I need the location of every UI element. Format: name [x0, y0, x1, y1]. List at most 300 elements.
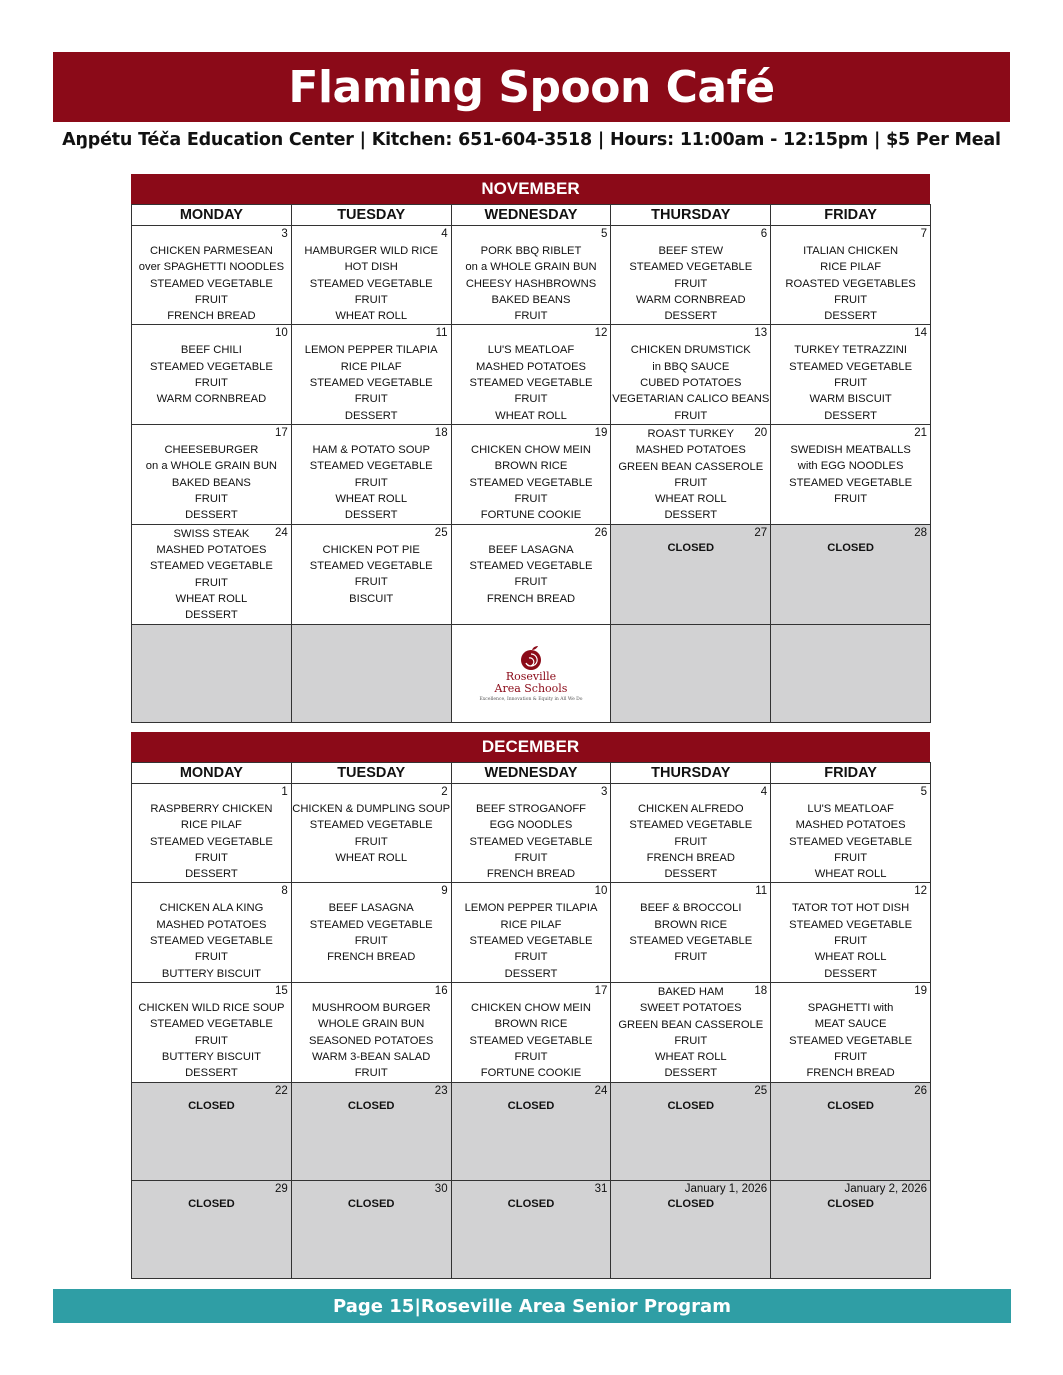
meal-item: DESSERT — [344, 509, 398, 522]
meal-list — [292, 883, 451, 965]
day-cell — [611, 1180, 771, 1278]
meal-item: FORTUNE COOKIE — [480, 509, 582, 522]
meal-item: FRUIT — [354, 476, 388, 489]
meal-item: BROWN RICE — [494, 460, 568, 473]
week-row — [132, 883, 931, 982]
meal-list — [452, 325, 611, 423]
day-number: 15 — [275, 984, 288, 997]
weekday-header: TUESDAY — [291, 763, 451, 784]
meal-item: STEAMED VEGETABLE — [149, 1018, 273, 1031]
meal-item: WHEAT ROLL — [175, 592, 248, 605]
meal-item: MASHED POTATOES — [795, 819, 906, 832]
meal-item: RASPBERRY CHICKEN — [150, 803, 273, 815]
closed-label: CLOSED — [188, 1099, 235, 1112]
week-row — [132, 524, 931, 624]
meal-list — [771, 784, 930, 882]
day-cell — [291, 784, 451, 883]
weekday-header: WEDNESDAY — [451, 763, 611, 784]
day-cell — [771, 883, 931, 982]
day-number: 26 — [594, 526, 608, 539]
meal-item: WHEAT ROLL — [495, 409, 567, 422]
meal-item: SWISS STEAK — [173, 527, 250, 540]
day-cell — [611, 524, 771, 624]
meal-item: CHEESY HASHBROWNS — [465, 277, 597, 290]
meal-item: RICE PILAF — [340, 360, 402, 373]
meal-item: FRUIT — [834, 293, 868, 306]
day-cell — [132, 883, 292, 982]
meal-item: RICE PILAF — [500, 918, 562, 931]
calendar-grid — [131, 762, 931, 1279]
day-number: 18 — [434, 426, 448, 439]
closed-label: CLOSED — [667, 1197, 715, 1210]
meal-item: DESSERT — [504, 967, 558, 980]
meal-item: FRUIT — [834, 935, 868, 948]
meal-item: DESSERT — [185, 509, 238, 522]
meal-item: STEAMED VEGETABLE — [629, 935, 753, 948]
meal-item: FRUIT — [514, 1050, 548, 1063]
day-number: January 2, 2026 — [844, 1182, 927, 1195]
day-number: 17 — [275, 426, 288, 439]
day-number: 28 — [914, 526, 927, 539]
empty-day-cell — [132, 624, 292, 722]
meal-item: DESSERT — [824, 409, 877, 422]
meal-item: BUTTERY BISCUIT — [161, 1050, 261, 1063]
december-calendar — [131, 732, 930, 1279]
meal-list — [452, 883, 611, 981]
meal-item: BUTTERY BISCUIT — [161, 967, 261, 980]
footer-page-number: Page 15 — [333, 1295, 415, 1317]
meal-item: on a WHOLE GRAIN BUN — [465, 261, 597, 274]
meal-item: LEMON PEPPER TILAPIA — [464, 902, 598, 915]
meal-item: LEMON PEPPER TILAPIA — [304, 344, 438, 357]
meal-item: FRUIT — [514, 851, 548, 864]
meal-item: RICE PILAF — [180, 819, 242, 832]
day-cell — [291, 325, 451, 424]
meal-item: FRENCH BREAD — [327, 951, 416, 964]
meal-item: STEAMED VEGETABLE — [309, 460, 433, 473]
meal-item: CHEESEBURGER — [164, 443, 259, 456]
day-cell — [451, 1180, 611, 1278]
closed-label: CLOSED — [507, 1197, 555, 1210]
meal-item: FRUIT — [834, 851, 868, 864]
meal-item: WHOLE GRAIN BUN — [318, 1018, 425, 1031]
meal-item: FRUIT — [514, 310, 548, 323]
meal-item: STEAMED VEGETABLE — [309, 277, 433, 290]
meal-item: SWEET POTATOES — [639, 1002, 742, 1015]
meal-item: in BBQ SAUCE — [652, 360, 730, 373]
calendar-grid — [131, 204, 931, 723]
meal-item: STEAMED VEGETABLE — [149, 277, 273, 290]
meal-item: MASHED POTATOES — [635, 444, 746, 457]
meal-list — [132, 983, 291, 1081]
day-number: 26 — [914, 1084, 927, 1097]
day-cell — [771, 1180, 931, 1278]
meal-list — [132, 784, 291, 882]
meal-item: MASHED POTATOES — [475, 360, 586, 373]
day-cell — [132, 226, 292, 325]
meal-list — [132, 425, 291, 523]
empty-day-cell — [291, 624, 451, 722]
weekday-header: THURSDAY — [611, 205, 771, 226]
meal-item: STEAMED VEGETABLE — [149, 360, 273, 373]
day-number: 6 — [760, 228, 768, 240]
meal-item: on a WHOLE GRAIN BUN — [145, 460, 277, 473]
page-footer — [53, 1289, 1011, 1323]
logo-cell — [451, 624, 611, 722]
day-number: 9 — [441, 885, 448, 898]
day-number: 25 — [754, 1084, 768, 1097]
meal-list — [452, 983, 611, 1081]
meal-item: DESSERT — [344, 409, 398, 422]
meal-item: STEAMED VEGETABLE — [149, 935, 273, 948]
meal-item: WHEAT ROLL — [654, 493, 727, 506]
day-number: 27 — [754, 526, 768, 539]
closed-label: CLOSED — [347, 1197, 395, 1210]
meal-item: FRUIT — [674, 476, 708, 489]
meal-item: BAKED BEANS — [491, 293, 571, 306]
meal-item: FRENCH BREAD — [806, 1067, 895, 1080]
meal-item: STEAMED VEGETABLE — [789, 476, 913, 489]
meal-item: CHICKEN POT PIE — [322, 543, 420, 556]
meal-list — [132, 883, 291, 981]
meal-item: DESSERT — [824, 967, 877, 980]
meal-item: FRUIT — [674, 409, 708, 422]
meal-item: FRUIT — [194, 377, 228, 390]
day-cell — [611, 784, 771, 883]
day-cell — [291, 424, 451, 524]
day-cell — [132, 325, 292, 424]
meal-item: DESSERT — [824, 310, 877, 323]
meal-list — [452, 425, 611, 523]
meal-item: BEEF LASAGNA — [328, 902, 414, 915]
meal-item: STEAMED VEGETABLE — [469, 835, 593, 848]
day-number: 11 — [435, 327, 448, 340]
weekday-header: FRIDAY — [771, 205, 931, 226]
meal-item: STEAMED VEGETABLE — [629, 261, 753, 274]
meal-item: STEAMED VEGETABLE — [469, 377, 593, 390]
meal-item: STEAMED VEGETABLE — [469, 1034, 593, 1047]
day-number: 21 — [914, 426, 927, 439]
day-number: 17 — [594, 984, 608, 997]
meal-item: FRUIT — [354, 576, 388, 589]
day-cell — [451, 784, 611, 883]
meal-item: DESSERT — [664, 509, 718, 522]
day-cell — [611, 883, 771, 982]
meal-item: WHEAT ROLL — [814, 868, 887, 881]
meal-item: FRUIT — [674, 835, 708, 848]
day-cell — [132, 784, 292, 883]
closed-label: CLOSED — [667, 541, 715, 554]
meal-item: CHICKEN ALFREDO — [637, 803, 744, 815]
meal-item: STEAMED VEGETABLE — [629, 819, 753, 832]
meal-item: BEEF STEW — [658, 245, 724, 257]
day-number: 20 — [754, 426, 768, 439]
day-number: 5 — [920, 786, 927, 798]
meal-list — [292, 425, 451, 523]
closed-label: CLOSED — [827, 1099, 874, 1112]
day-number: 24 — [275, 526, 288, 539]
apple-logo-icon — [518, 645, 544, 671]
meal-item: FRENCH BREAD — [486, 592, 576, 605]
meal-item: CUBED POTATOES — [640, 377, 742, 390]
meal-item: FRUIT — [514, 576, 548, 589]
meal-item: BAKED BEANS — [171, 476, 251, 489]
meal-item: STEAMED VEGETABLE — [789, 360, 913, 373]
meal-item: FRUIT — [194, 576, 228, 589]
day-cell — [451, 982, 611, 1082]
cafe-title: Flaming Spoon Café — [288, 61, 775, 113]
empty-day-cell — [771, 624, 931, 722]
meal-list — [292, 983, 451, 1081]
meal-item: STEAMED VEGETABLE — [309, 918, 433, 931]
meal-item: CHICKEN ALA KING — [159, 902, 264, 915]
meal-item: HAM & POTATO SOUP — [312, 443, 430, 456]
meal-list — [611, 325, 770, 423]
weekday-header: MONDAY — [132, 763, 292, 784]
week-row — [132, 325, 931, 424]
meal-item: MASHED POTATOES — [156, 544, 267, 557]
meal-item: WHEAT ROLL — [335, 492, 408, 505]
meal-list — [611, 883, 770, 965]
day-number: 3 — [600, 786, 608, 798]
meal-item: WHEAT ROLL — [335, 310, 408, 323]
day-number: 22 — [275, 1084, 288, 1097]
meal-item: over SPAGHETTI NOODLES — [138, 261, 285, 274]
day-number: 24 — [594, 1084, 608, 1097]
footer-separator: | — [414, 1295, 421, 1317]
meal-list — [771, 226, 930, 324]
meal-item: STEAMED VEGETABLE — [149, 835, 273, 848]
day-cell — [771, 325, 931, 424]
meal-list — [452, 525, 611, 607]
meal-item: FRUIT — [834, 492, 868, 505]
meal-item: DESSERT — [185, 1067, 238, 1080]
day-number: 7 — [920, 228, 927, 240]
day-number: 19 — [914, 984, 927, 997]
meal-list — [452, 226, 611, 324]
meal-item: FRUIT — [354, 935, 388, 948]
day-cell — [451, 424, 611, 524]
meal-list — [611, 425, 770, 524]
day-number: 30 — [434, 1182, 448, 1195]
meal-item: STEAMED VEGETABLE — [309, 560, 433, 573]
day-number: 16 — [434, 984, 448, 997]
meal-item: BROWN RICE — [654, 918, 728, 931]
day-number: 14 — [914, 327, 927, 340]
meal-list — [611, 784, 770, 882]
meal-item: BROWN RICE — [494, 1018, 568, 1031]
meal-item: ROASTED VEGETABLES — [785, 277, 916, 290]
meal-item: FRUIT — [354, 293, 388, 306]
day-number: 31 — [594, 1182, 608, 1195]
day-number: 23 — [434, 1084, 448, 1097]
meal-item: DESSERT — [185, 609, 238, 622]
meal-item: STEAMED VEGETABLE — [789, 835, 913, 848]
meal-item: DESSERT — [664, 1067, 718, 1080]
meal-list — [292, 525, 451, 607]
day-cell — [132, 1082, 292, 1180]
meal-item: CHICKEN CHOW MEIN — [471, 443, 591, 456]
cafe-info-line: Aŋpétu Téča Education Center | Kitchen: 651-604-3518 | Hours: 11:00am - 12:15pm | $5 Per Meal — [62, 130, 1001, 150]
day-number: 12 — [914, 885, 927, 898]
meal-list — [771, 425, 930, 507]
day-number: 10 — [275, 327, 288, 340]
day-cell — [291, 1180, 451, 1278]
day-cell — [771, 424, 931, 524]
meal-item: FRENCH BREAD — [167, 310, 256, 323]
meal-item: SWEDISH MEATBALLS — [790, 443, 911, 456]
closed-label: CLOSED — [188, 1197, 235, 1210]
meal-item: FRUIT — [194, 1034, 228, 1047]
meal-item: STEAMED VEGETABLE — [469, 935, 593, 948]
logo-tagline: Excellence, Innovation & Equity in All We Do — [479, 696, 583, 702]
meal-item: STEAMED VEGETABLE — [789, 1034, 913, 1047]
meal-item: LU'S MEATLOAF — [487, 344, 575, 357]
day-number: 3 — [281, 228, 288, 240]
meal-item: RICE PILAF — [820, 261, 882, 274]
day-cell — [451, 883, 611, 982]
weekday-header: TUESDAY — [291, 205, 451, 226]
cafe-title-banner — [53, 52, 1010, 122]
meal-item: FRUIT — [194, 851, 228, 864]
meal-item: STEAMED VEGETABLE — [789, 918, 913, 931]
footer-program-name: Roseville Area Senior Program — [420, 1295, 731, 1317]
logo-name-line: Area Schools — [494, 681, 568, 695]
day-number: January 1, 2026 — [684, 1182, 768, 1195]
meal-item: FRUIT — [514, 393, 548, 406]
day-cell — [132, 1180, 292, 1278]
meal-item: BEEF STROGANOFF — [475, 803, 586, 815]
meal-item: CHICKEN CHOW MEIN — [471, 1001, 591, 1014]
month-title: DECEMBER — [131, 732, 930, 762]
day-cell — [132, 982, 292, 1082]
meal-item: GREEN BEAN CASSEROLE — [618, 1018, 764, 1031]
month-title: NOVEMBER — [131, 174, 930, 204]
meal-list — [292, 784, 451, 866]
day-cell — [771, 226, 931, 325]
day-number: 5 — [600, 228, 608, 240]
day-cell — [132, 424, 292, 524]
meal-item: DESSERT — [664, 310, 718, 323]
day-number: 25 — [434, 526, 448, 539]
weekday-header-row — [132, 205, 931, 226]
meal-item: CHICKEN WILD RICE SOUP — [138, 1001, 285, 1014]
meal-list — [292, 325, 451, 423]
meal-item: WARM CORNBREAD — [635, 293, 746, 306]
meal-item: CHICKEN & DUMPLING SOUP — [292, 803, 451, 815]
meal-item: STEAMED VEGETABLE — [149, 560, 273, 573]
meal-item: STEAMED VEGETABLE — [309, 819, 433, 832]
meal-list — [611, 226, 770, 324]
meal-item: FRUIT — [514, 951, 548, 964]
meal-item: WHEAT ROLL — [335, 851, 408, 864]
day-cell — [451, 1082, 611, 1180]
meal-item: LU'S MEATLOAF — [807, 803, 894, 815]
meal-item: TURKEY TETRAZZINI — [794, 344, 907, 357]
meal-item: ROAST TURKEY — [647, 427, 735, 440]
meal-item: DESSERT — [185, 868, 238, 881]
meal-item: MUSHROOM BURGER — [311, 1001, 431, 1014]
day-number: 10 — [594, 885, 608, 898]
weekday-header-row — [132, 763, 931, 784]
day-cell — [451, 524, 611, 624]
meal-item: STEAMED VEGETABLE — [469, 476, 593, 489]
meal-item: FRUIT — [354, 1067, 388, 1080]
meal-item: FRUIT — [834, 1050, 868, 1063]
day-cell — [771, 524, 931, 624]
meal-item: FRUIT — [194, 293, 228, 306]
week-row — [132, 982, 931, 1082]
week-row — [132, 624, 931, 722]
closed-label: CLOSED — [507, 1099, 555, 1112]
empty-day-cell — [611, 624, 771, 722]
week-row — [132, 1082, 931, 1180]
meal-item: GREEN BEAN CASSEROLE — [618, 460, 764, 473]
meal-list — [132, 325, 291, 407]
day-number: 4 — [760, 786, 768, 798]
day-number: 2 — [441, 786, 448, 798]
meal-item: WARM 3-BEAN SALAD — [312, 1050, 431, 1063]
meal-item: BEEF LASAGNA — [488, 543, 574, 556]
meal-item: STEAMED VEGETABLE — [309, 377, 433, 390]
meal-item: FORTUNE COOKIE — [480, 1067, 582, 1080]
day-cell — [451, 325, 611, 424]
day-cell — [771, 1082, 931, 1180]
day-cell — [291, 982, 451, 1082]
day-cell — [291, 1082, 451, 1180]
day-number: 1 — [281, 786, 288, 798]
meal-item: VEGETARIAN CALICO BEANS — [612, 393, 770, 406]
meal-item: WARM BISCUIT — [809, 393, 892, 406]
meal-list — [132, 226, 291, 324]
day-number: 11 — [755, 885, 768, 898]
day-cell — [611, 424, 771, 524]
meal-item: ITALIAN CHICKEN — [803, 245, 899, 257]
meal-item: TATOR TOT HOT DISH — [791, 902, 910, 915]
meal-item: MASHED POTATOES — [156, 918, 267, 931]
meal-item: FRUIT — [674, 1034, 708, 1047]
week-row — [132, 226, 931, 325]
meal-item: BISCUIT — [349, 592, 394, 605]
meal-item: MEAT SAUCE — [814, 1018, 887, 1031]
meal-item: SPAGHETTI with — [807, 1001, 894, 1014]
day-cell — [611, 325, 771, 424]
day-cell — [291, 524, 451, 624]
day-cell — [291, 226, 451, 325]
day-cell — [771, 982, 931, 1082]
meal-item: DESSERT — [664, 868, 718, 881]
meal-item: FRUIT — [194, 492, 228, 505]
day-cell — [132, 524, 292, 624]
meal-item: WHEAT ROLL — [814, 951, 887, 964]
meal-item: FRENCH BREAD — [486, 868, 576, 881]
meal-list — [771, 883, 930, 981]
meal-item: HOT DISH — [344, 261, 398, 274]
closed-label: CLOSED — [667, 1099, 715, 1112]
closed-label: CLOSED — [827, 1197, 874, 1210]
weekday-header: MONDAY — [132, 205, 292, 226]
meal-item: FRUIT — [354, 393, 388, 406]
meal-item: BEEF & BROCCOLI — [640, 902, 742, 915]
day-cell — [291, 883, 451, 982]
day-number: 19 — [594, 426, 608, 439]
meal-list — [611, 983, 770, 1082]
meal-list — [452, 784, 611, 882]
meal-list — [771, 983, 930, 1081]
day-number: 13 — [754, 327, 768, 340]
meal-item: PORK BBQ RIBLET — [480, 245, 582, 257]
meal-item: FRUIT — [674, 951, 708, 964]
